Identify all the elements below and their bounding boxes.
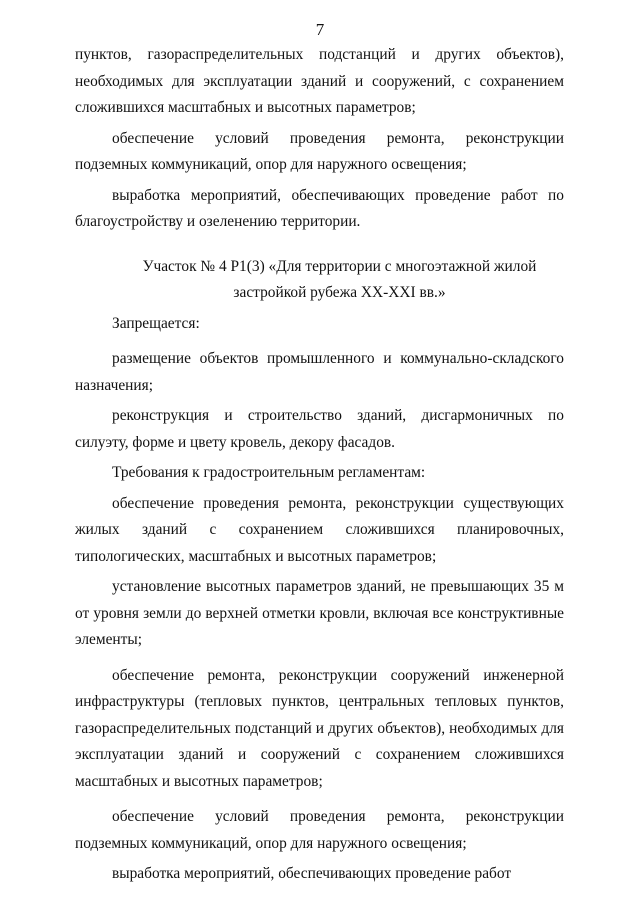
paragraph: обеспечение условий проведения ремонта, реконструкции подземных коммуникаций, опор для наружного освещения;: [75, 129, 564, 173]
section-heading: [75, 254, 564, 307]
paragraph: выработка мероприятий, обеспечивающих проведение работ по благоустройству и озеленению территории.: [75, 186, 564, 230]
paragraph: обеспечение ремонта, реконструкции сооружений инженерной инфраструктуры (тепловых пунктов, центральных тепловых пунктов, газораспределительных подстанций и других объектов), необходимых для эксплуатации зданий и сооружений с сохранением сложившихся масштабных и высотных параметров;: [75, 666, 564, 790]
paragraph-continuation: пунктов, газораспределительных подстанций и других объектов), необходимых для эксплуатации зданий и сооружений, с сохранением сложившихся масштабных и высотных параметров;: [75, 46, 564, 116]
document-body: [75, 42, 564, 888]
paragraph: реконструкция и строительство зданий, дисгармоничных по силуэту, форме и цвету кровель, декору фасадов.: [75, 407, 564, 451]
paragraph: обеспечение проведения ремонта, реконструкции существующих жилых зданий с сохранением сложившихся планировочных, типологических, масштабных и высотных параметров;: [75, 494, 564, 565]
section-heading-line: Участок № 4 Р1(3) «Для территории с многоэтажной жилой: [142, 257, 537, 275]
paragraph: размещение объектов промышленного и коммунально-складского назначения;: [75, 350, 564, 394]
section-heading-line: застройкой рубежа XX-XXI вв.»: [233, 284, 446, 301]
page-number: 7: [315, 20, 325, 39]
paragraph: установление высотных параметров зданий, не превышающих 35 м от уровня земли до верхней отметки кровли, включая все конструктивные элементы;: [75, 578, 564, 648]
paragraph: Требования к градостроительным регламентам:: [112, 464, 426, 481]
paragraph: выработка мероприятий, обеспечивающих проведение работ: [112, 865, 512, 882]
paragraph: обеспечение условий проведения ремонта, реконструкции подземных коммуникаций, опор для наружного освещения;: [75, 808, 564, 852]
paragraph: Запрещается:: [112, 314, 200, 332]
